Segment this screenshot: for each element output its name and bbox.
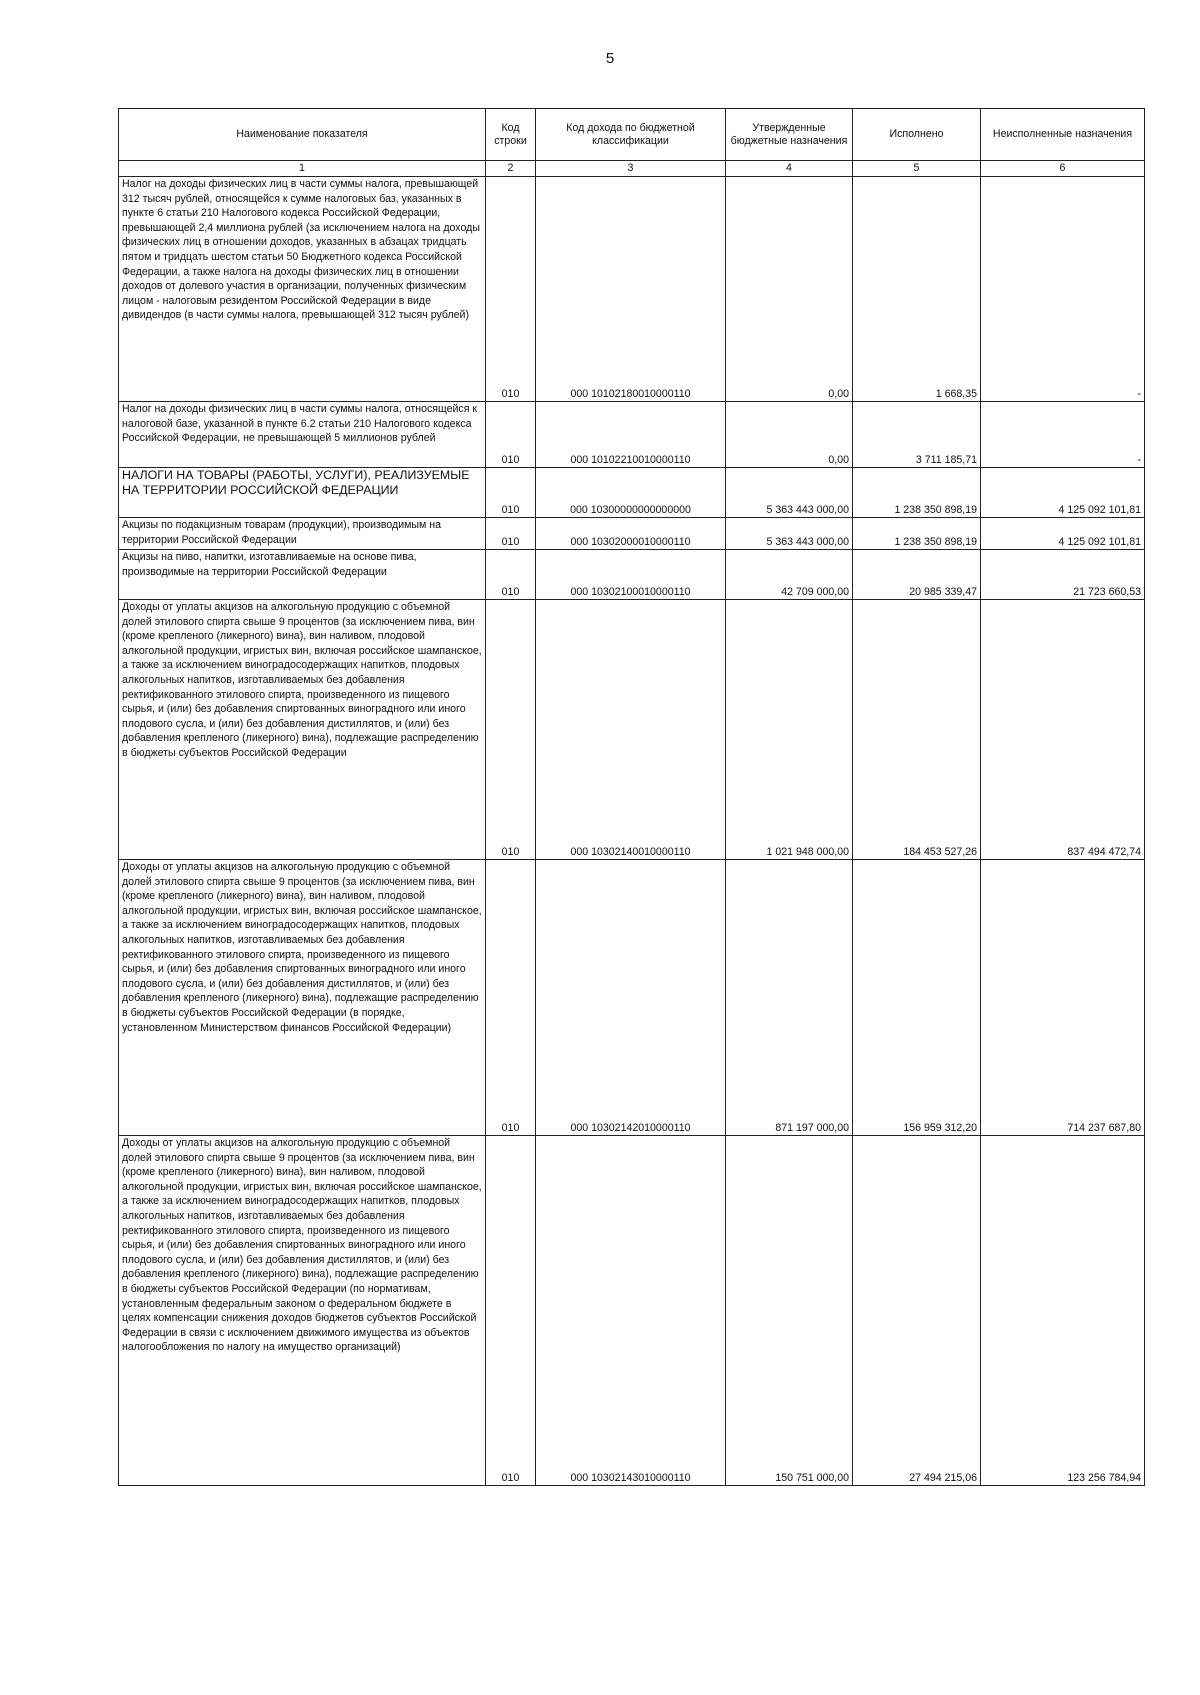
- header-unexecuted: Неисполненные назначения: [981, 109, 1145, 161]
- table-row: [119, 600, 1145, 860]
- column-number: 1: [119, 161, 486, 177]
- approved-amount: 42 709 000,00: [726, 550, 853, 600]
- line-code: 010: [486, 518, 536, 550]
- indicator-name: Налог на доходы физических лиц в части суммы налога, относящейся к налоговой базе, указанной в пункте 6.2 статьи 210 Налогового кодекса Российской Федерации, не превышающей 5 миллионов рублей: [119, 402, 486, 468]
- page-number: 5: [605, 50, 615, 67]
- line-code: 010: [486, 1136, 536, 1486]
- table-row: [119, 550, 1145, 600]
- executed-amount: 20 985 339,47: [853, 550, 981, 600]
- unexecuted-amount: 4 125 092 101,81: [981, 518, 1145, 550]
- approved-amount: 871 197 000,00: [726, 860, 853, 1136]
- unexecuted-amount: -: [981, 177, 1145, 402]
- unexecuted-amount: 123 256 784,94: [981, 1136, 1145, 1486]
- indicator-name: НАЛОГИ НА ТОВАРЫ (РАБОТЫ, УСЛУГИ), РЕАЛИЗУЕМЫЕ НА ТЕРРИТОРИИ РОССИЙСКОЙ ФЕДЕРАЦИИ: [119, 468, 486, 518]
- income-code: 000 10102210010000110: [536, 402, 726, 468]
- table-row: [119, 177, 1145, 402]
- header-executed: Исполнено: [853, 109, 981, 161]
- column-number: 4: [726, 161, 853, 177]
- indicator-name: Налог на доходы физических лиц в части суммы налога, превышающей 312 тысяч рублей, относящейся к сумме налоговых баз, указанных в пункте 6 статьи 210 Налогового кодекса Российской Федерации, превышающей 2,4 миллиона рублей (за исключением налога на доходы физических лиц в отношении доходов, указанных в абзацах тридцать пятом и тридцать шестом статьи 50 Бюджетного кодекса Российской Федерации, а также налога на доходы физических лиц в отношении доходов от долевого участия в организации, полученных физическим лицом - налоговым резидентом Российской Федерации в виде дивидендов (в части суммы налога, превышающей 312 тысяч рублей): [119, 177, 486, 402]
- header-approved: Утвержденные бюджетные назначения: [726, 109, 853, 161]
- table-row: [119, 860, 1145, 1136]
- column-number: 6: [981, 161, 1145, 177]
- indicator-name: Акцизы по подакцизным товарам (продукции), производимым на территории Российской Федерации: [119, 518, 486, 550]
- header-income-code: Код дохода по бюджетной классификации: [536, 109, 726, 161]
- income-code: 000 10302143010000110: [536, 1136, 726, 1486]
- income-code: 000 10302000010000110: [536, 518, 726, 550]
- column-number: 3: [536, 161, 726, 177]
- unexecuted-amount: 837 494 472,74: [981, 600, 1145, 860]
- line-code: 010: [486, 177, 536, 402]
- line-code: 010: [486, 600, 536, 860]
- line-code: 010: [486, 468, 536, 518]
- income-code: 000 10102180010000110: [536, 177, 726, 402]
- table-row: [119, 1136, 1145, 1486]
- income-code: 000 10300000000000000: [536, 468, 726, 518]
- approved-amount: 1 021 948 000,00: [726, 600, 853, 860]
- approved-amount: 150 751 000,00: [726, 1136, 853, 1486]
- income-code: 000 10302100010000110: [536, 550, 726, 600]
- approved-amount: 0,00: [726, 177, 853, 402]
- executed-amount: 184 453 527,26: [853, 600, 981, 860]
- header-indicator-name: Наименование показателя: [119, 109, 486, 161]
- unexecuted-amount: -: [981, 402, 1145, 468]
- unexecuted-amount: 21 723 660,53: [981, 550, 1145, 600]
- column-number: 5: [853, 161, 981, 177]
- table-row: [119, 402, 1145, 468]
- income-code: 000 10302142010000110: [536, 860, 726, 1136]
- executed-amount: 3 711 185,71: [853, 402, 981, 468]
- indicator-name: Доходы от уплаты акцизов на алкогольную продукцию с объемной долей этилового спирта свыше 9 процентов (за исключением пива, вин (кроме крепленого (ликерного) вина), вин наливом, плодовой алкогольной продукции, игристых вин, включая российское шампанское, а также за исключением виноградосодержащих напитков, плодовых алкогольных напитков, изготавливаемых без добавления ректификованного этилового спирта, произведенного из пищевого сырья, и (или) без добавления спиртованных виноградного или иного плодового сусла, и (или) без добавления дистиллятов, и (или) без добавления крепленого (ликерного) вина), подлежащие распределению в бюджеты субъектов Российской Федерации (в порядке, установленном Министерством финансов Российской Федерации): [119, 860, 486, 1136]
- line-code: 010: [486, 860, 536, 1136]
- approved-amount: 0,00: [726, 402, 853, 468]
- table-row: [119, 518, 1145, 550]
- executed-amount: 156 959 312,20: [853, 860, 981, 1136]
- table-row: [119, 468, 1145, 518]
- unexecuted-amount: 4 125 092 101,81: [981, 468, 1145, 518]
- column-number-row: [119, 161, 1145, 177]
- line-code: 010: [486, 550, 536, 600]
- table-header-row: [119, 109, 1145, 161]
- approved-amount: 5 363 443 000,00: [726, 518, 853, 550]
- indicator-name: Акцизы на пиво, напитки, изготавливаемые на основе пива, производимые на территории Российской Федерации: [119, 550, 486, 600]
- indicator-name: Доходы от уплаты акцизов на алкогольную продукцию с объемной долей этилового спирта свыше 9 процентов (за исключением пива, вин (кроме крепленого (ликерного) вина), вин наливом, плодовой алкогольной продукции, игристых вин, включая российское шампанское, а также за исключением виноградосодержащих напитков, плодовых алкогольных напитков, изготавливаемых без добавления ректификованного этилового спирта, произведенного из пищевого сырья, и (или) без добавления спиртованных виноградного или иного плодового сусла, и (или) без добавления дистиллятов, и (или) без добавления крепленого (ликерного) вина), подлежащие распределению в бюджеты субъектов Российской Федерации: [119, 600, 486, 860]
- executed-amount: 1 238 350 898,19: [853, 518, 981, 550]
- approved-amount: 5 363 443 000,00: [726, 468, 853, 518]
- budget-execution-table: [118, 108, 1145, 1486]
- column-number: 2: [486, 161, 536, 177]
- indicator-name: Доходы от уплаты акцизов на алкогольную продукцию с объемной долей этилового спирта свыше 9 процентов (за исключением пива, вин (кроме крепленого (ликерного) вина), вин наливом, плодовой алкогольной продукции, игристых вин, включая российское шампанское, а также за исключением виноградосодержащих напитков, плодовых алкогольных напитков, изготавливаемых без добавления ректификованного этилового спирта, произведенного из пищевого сырья, и (или) без добавления спиртованных виноградного или иного плодового сусла, и (или) без добавления дистиллятов, и (или) без добавления крепленого (ликерного) вина), подлежащие распределению в бюджеты субъектов Российской Федерации (по нормативам, установленным федеральным законом о федеральном бюджете в целях компенсации снижения доходов бюджетов субъектов Российской Федерации в связи с исключением движимого имущества из объектов налогообложения по налогу на имущество организаций): [119, 1136, 486, 1486]
- line-code: 010: [486, 402, 536, 468]
- header-line-code: Код строки: [486, 109, 536, 161]
- executed-amount: 27 494 215,06: [853, 1136, 981, 1486]
- unexecuted-amount: 714 237 687,80: [981, 860, 1145, 1136]
- executed-amount: 1 668,35: [853, 177, 981, 402]
- income-code: 000 10302140010000110: [536, 600, 726, 860]
- executed-amount: 1 238 350 898,19: [853, 468, 981, 518]
